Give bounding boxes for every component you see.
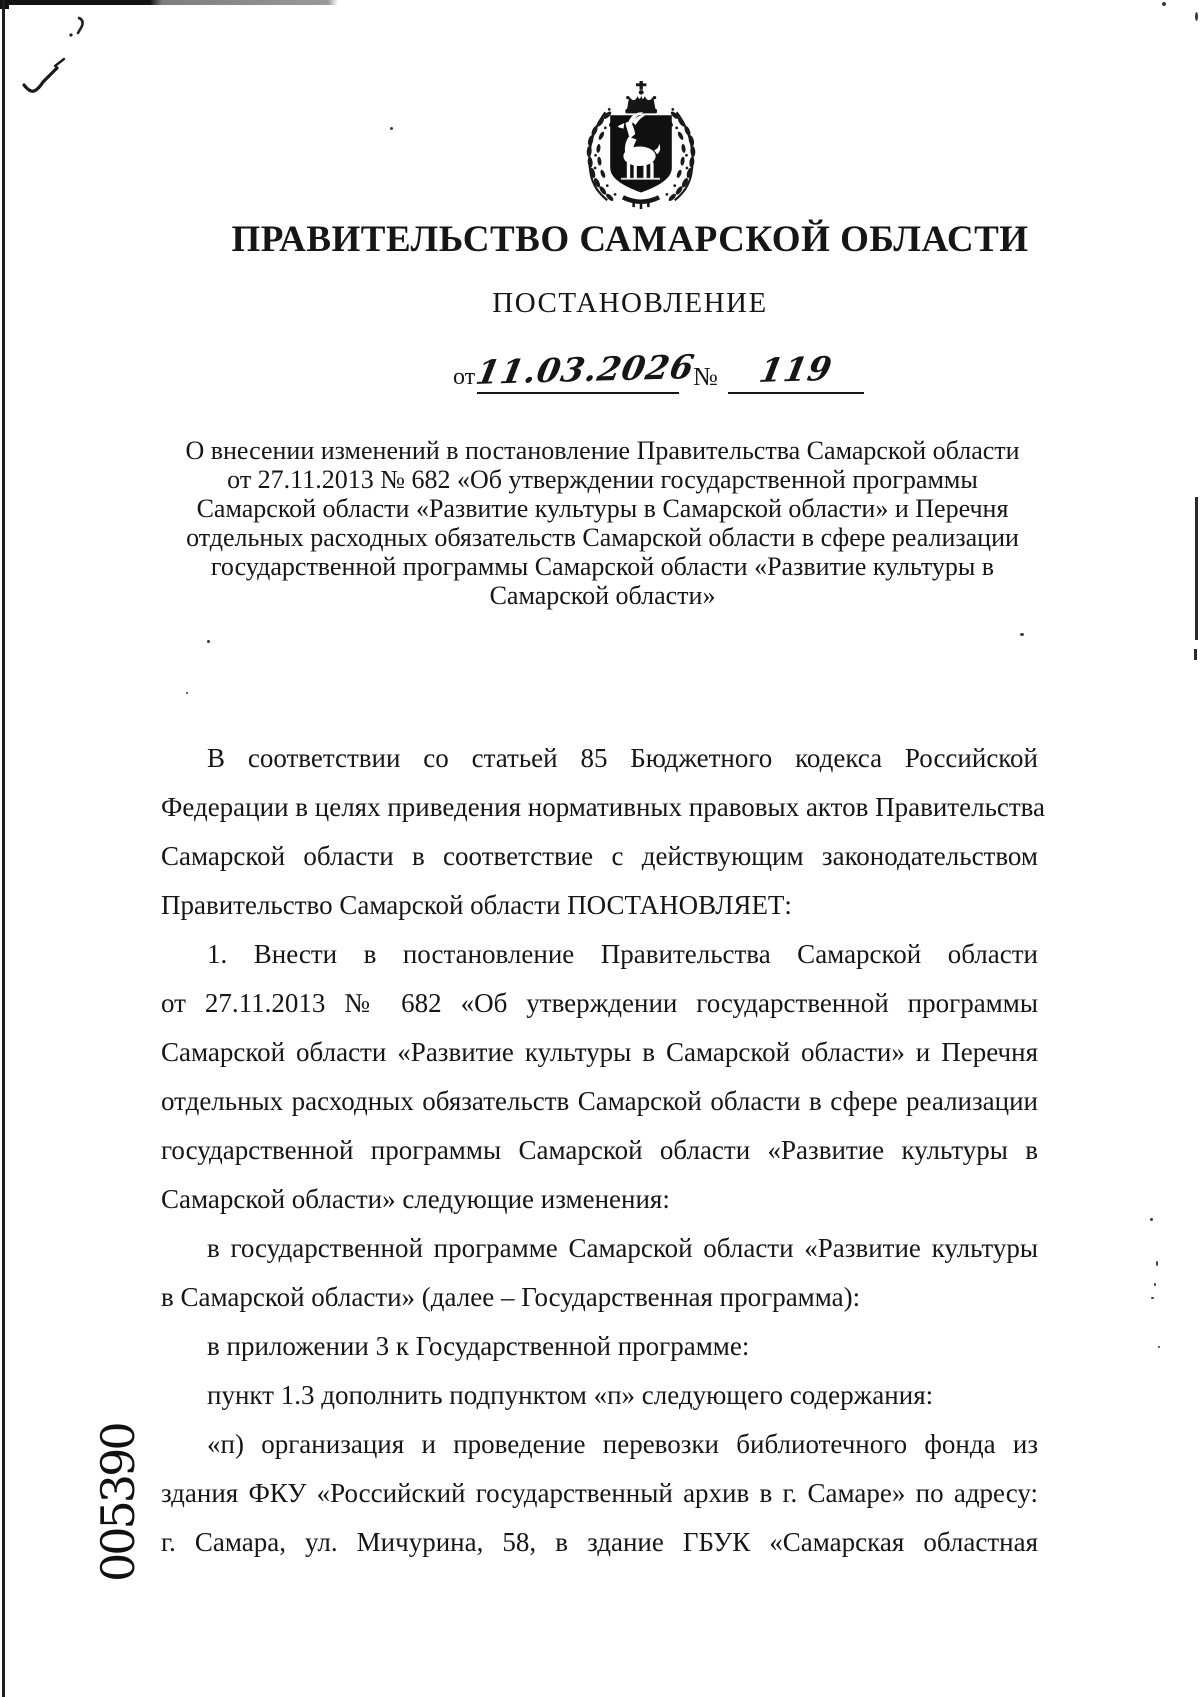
date-number-row [453,347,864,394]
subject-line: от 27.11.2013 № 682 «Об утверждении государственной программы [227,465,978,494]
body-line: Самарской области» следующие изменения: [161,1184,670,1214]
body-line: Самарской области в соответствие с действующим законодательством [161,841,1038,871]
scan-edge-top [0,0,340,5]
body-line: от 27.11.2013 № 682 «Об утверждении государственной программы [161,988,1038,1018]
number-sign-label: № [693,362,718,391]
registration-stamp-number: 005390 [91,1424,145,1582]
date-blank-line [473,347,699,394]
scan-right-bar [1195,497,1198,640]
scan-speck [1150,1218,1153,1221]
body-line: пункт 1.3 дополнить подпунктом «п» следующего содержания: [207,1380,934,1410]
subject-line: Самарской области «Развитие культуры в Самарской области» и Перечня [196,494,1009,523]
pen-checkmark [18,54,70,98]
document-type-title: ПОСТАНОВЛЕНИЕ [492,287,768,319]
scan-speck [1162,2,1166,6]
body-line: Самарской области «Развитие культуры в Самарской области» и Перечня [161,1037,1038,1067]
scan-speck [1020,633,1024,636]
scan-speck [1158,1346,1160,1348]
scan-speck [207,640,210,643]
scan-speck [1195,12,1198,21]
body-line: государственной программы Самарской области «Развитие культуры в [161,1135,1038,1165]
body-line: 1. Внести в постановление Правительства Самарской области [207,939,1038,969]
body-line: Федерации в целях приведения нормативных правовых актов Правительства [161,792,1046,822]
handwritten-date: 11.03.2026 [473,347,699,392]
organization-name: ПРАВИТЕЛЬСТВО САМАРСКОЙ ОБЛАСТИ [231,219,1029,260]
subject-block [150,436,1055,610]
scan-speck [1156,1261,1158,1266]
scan-speck [1154,1283,1156,1286]
subject-line: государственной программы Самарской области «Развитие культуры в [210,552,995,581]
subject-line: О внесении изменений в постановление Правительства Самарской области [185,436,1020,465]
body-line: здания ФКУ «Российский государственный архив в г. Самаре» по адресу: [161,1478,1038,1508]
scan-speck [390,127,393,130]
scan-edge-left [2,0,5,1697]
body-line: в государственной программе Самарской области «Развитие культуры [207,1233,1038,1263]
body-line: В соответствии со статьей 85 Бюджетного кодекса Российской [207,743,1038,773]
subject-line: Самарской области» [489,581,716,610]
body-line: Правительство Самарской области ПОСТАНОВЛЯЕТ: [161,890,792,920]
scan-right-dash [1194,649,1197,660]
scan-speck [1151,1297,1154,1299]
pen-squiggle-mark [62,14,92,42]
samara-coat-of-arms-icon [575,80,707,212]
body-line: в Самарской области» (далее – Государственная программа): [161,1282,861,1312]
handwritten-number: 119 [756,349,836,390]
body-line: отдельных расходных обязательств Самарской области в сфере реализации [161,1086,1038,1116]
subject-line: отдельных расходных обязательств Самарской области в сфере реализации [186,523,1019,552]
body-line: г. Самара, ул. Мичурина, 58, в здание ГБУК «Самарская областная [161,1527,1038,1557]
body-text [161,734,1046,1567]
body-line: в приложении 3 к Государственной программе: [207,1331,750,1361]
number-blank-line [728,350,864,394]
scan-speck [186,692,188,694]
body-line: «п) организация и проведение перевозки библиотечного фонда из [207,1429,1038,1459]
date-prefix-label: от [453,364,476,390]
